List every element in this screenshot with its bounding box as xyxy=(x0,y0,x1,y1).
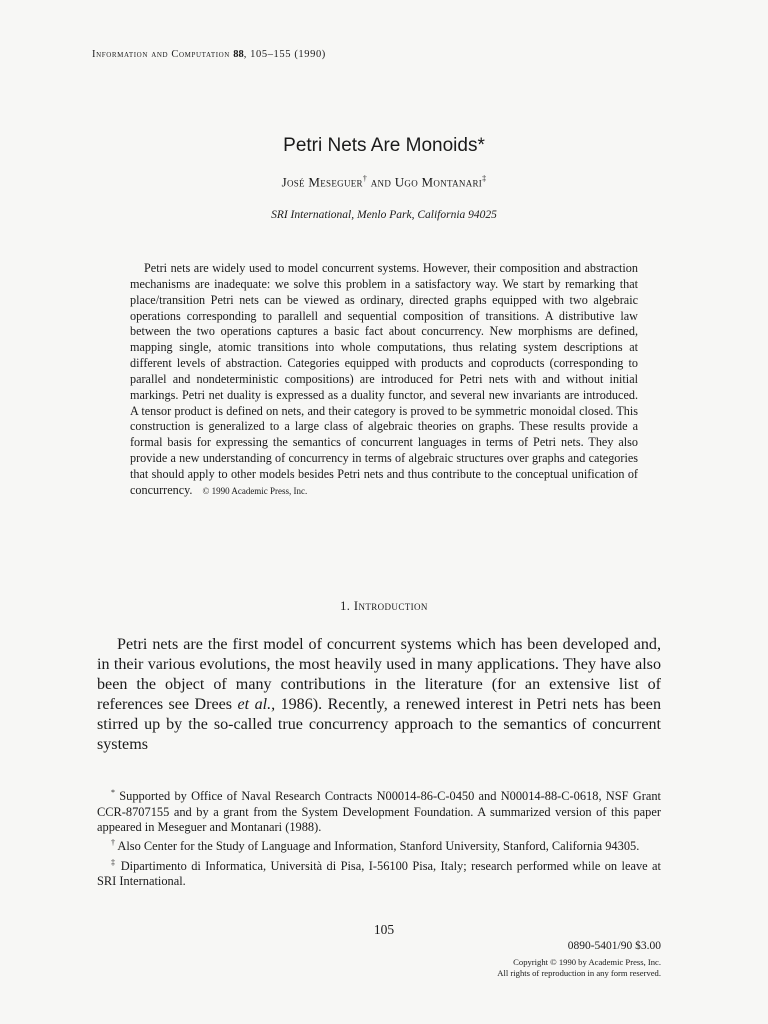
journal-pages-year: 105–155 (1990) xyxy=(250,49,326,60)
intro-paragraph xyxy=(97,635,661,756)
author-meseguer: José Meseguer xyxy=(281,174,363,190)
rights-notice xyxy=(497,957,661,979)
footnotes xyxy=(97,785,661,890)
author-montanari: Ugo Montanari xyxy=(394,174,483,190)
abstract-text: Petri nets are widely used to model concurrent systems. However, their composition and abstraction mechanisms are inadequate: we solve this problem in a satisfactory way. We start by remarking that place/transition Petri nets can be viewed as ordinary, directed graphs equipped with two algebraic operations corresponding to parallell and sequential composition of transitions. A distributive law between the two operations captures a basic fact about concurrency. New morphisms are defined, mapping single, atomic transitions into whole computations, thus relating system descriptions at different levels of abstraction. Categories equipped with products and coproducts (corresponding to parallel and nondeterministic compositions) are introduced for Petri nets with and without initial markings. Petri net duality is expressed as a duality functor, and several new invariants are introduced. A tensor product is defined on nets, and their category is proved to be symmetric monoidal closed. This construction is generalized to a large class of algebraic theories on graphs. These results provide a formal basis for expressing the semantics of concurrent languages in terms of Petri nets. They also provide a new understanding of concurrency in terms of algebraic structures over graphs and categories that should apply to other models besides Petri nets and thus contribute to the conceptual unification of concurrency. xyxy=(130,261,638,497)
footnote-mark-dagger: † xyxy=(111,838,115,848)
page-number: 105 xyxy=(373,922,395,937)
footnote-funding-text: Supported by Office of Naval Research Contracts N00014-86-C-0450 and N00014-88-C-0618, NSF Grant CCR-8707155 and by a grant from the System Development Foundation. A summarized version of this paper appeared in Meseguer and Montanari (1988). xyxy=(97,789,661,834)
journal-volume: 88 xyxy=(233,49,244,60)
section-title: Introduction xyxy=(353,599,428,613)
rights-reserved: All rights of reproduction in any form reserved. xyxy=(497,968,661,978)
intro-citation-etal: et al., xyxy=(237,696,276,714)
abstract-copyright: © 1990 Academic Press, Inc. xyxy=(202,485,308,496)
section-heading xyxy=(0,599,768,614)
rights-copyright: Copyright © 1990 by Academic Press, Inc. xyxy=(513,957,661,967)
author-line xyxy=(0,174,768,190)
footnote-mark-asterisk: * xyxy=(111,788,115,797)
intro-text-1: Petri nets are the first model of concurrent systems which has been developed and, in their various evolutions, the most heavily used in many applications. They have also been the object of many contributions in the literature (for an extensive list of references see Drees xyxy=(97,636,661,714)
footnote-mark-double-dagger: ‡ xyxy=(111,857,117,867)
abstract xyxy=(130,261,638,500)
paper-title: Petri Nets Are Monoids* xyxy=(283,135,485,156)
footnote-funding xyxy=(97,785,661,835)
section-number: 1. xyxy=(340,599,351,613)
footnote-meseguer-text: Also Center for the Study of Language and Information, Stanford University, Stanford, California 94305. xyxy=(115,839,640,854)
affiliation: SRI International, Menlo Park, California 94025 xyxy=(271,209,497,221)
author-conjunction: and xyxy=(370,174,392,190)
journal-name: Information and Computation xyxy=(92,49,230,60)
journal-header: Information and Computation 88, 105–155 (1990) xyxy=(92,49,326,60)
author-mark-dagger: † xyxy=(362,174,368,183)
author-mark-double-dagger: ‡ xyxy=(482,174,487,183)
footnote-montanari-text: Dipartimento di Informatica, Università di Pisa, I-56100 Pisa, Italy; research performed while on leave at SRI International. xyxy=(97,859,662,889)
footnote-montanari xyxy=(97,855,661,890)
footnote-meseguer xyxy=(97,835,661,855)
intro-text-2: 1986). Recently, a renewed interest in Petri nets has been stirred up by the so-called true concurrency approach to the semantics of concurrent systems xyxy=(97,696,661,754)
issn-price: 0890-5401/90 $3.00 xyxy=(567,940,661,952)
